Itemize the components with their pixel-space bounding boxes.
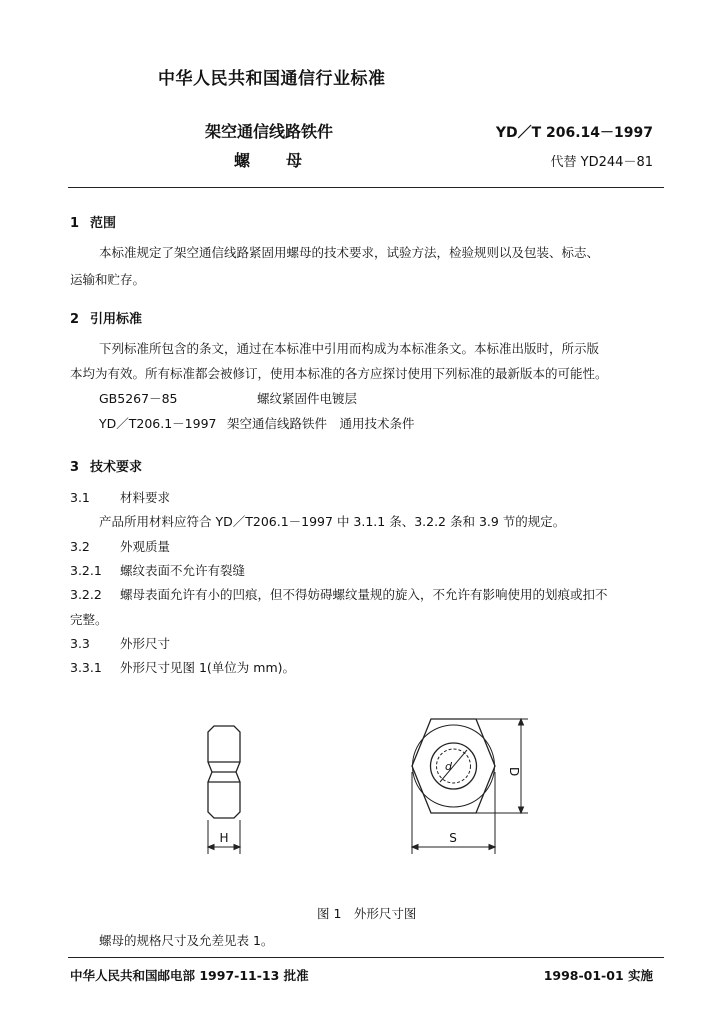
section-2-heading: 2 引用标准 [70, 312, 143, 327]
document-subtitle: 螺母 [234, 151, 339, 170]
nut-dimension-figure [190, 712, 550, 862]
section-3-2-2-continuation: 完整。 [70, 612, 108, 627]
section-3-3-heading: 3.3 外形尺寸 [70, 636, 171, 651]
reference-2-code: YD／T206.1－1997 [99, 416, 217, 431]
section-3-2-heading: 3.2 外观质量 [70, 539, 171, 554]
issuing-organization: 中华人民共和国通信行业标准 [158, 69, 386, 89]
reference-1 [99, 389, 357, 407]
dimension-d [476, 719, 528, 813]
reference-1-code: GB5267－85 [99, 391, 178, 406]
approval-note: 中华人民共和国邮电部 1997-11-13 批准 [70, 968, 309, 983]
reference-1-title: 螺纹紧固件电镀层 [257, 391, 358, 406]
section-3-2-2: 3.2.2 螺母表面允许有小的凹痕，但不得妨碍螺纹量规的旋入，不允许有影响使用的划痕或扣不 [70, 587, 608, 602]
section-3-1-paragraph: 产品所用材料应符合 YD／T206.1－1997 中 3.1.1 条、3.2.2 条和 3.9 节的规定。 [99, 514, 566, 529]
section-3-3-1: 3.3.1 外形尺寸见图 1(单位为 mm)。 [70, 660, 296, 675]
section-2-paragraph-line1: 下列标准所包含的条文，通过在本标准中引用而构成为本标准条文。本标准出版时，所示版 [99, 341, 600, 356]
figure-caption: 图 1 外形尺寸图 [317, 906, 417, 921]
section-1-paragraph-line1: 本标准规定了架空通信线路紧固用螺母的技术要求，试验方法，检验规则以及包装、标志、 [99, 245, 600, 260]
section-3-heading: 3 技术要求 [70, 460, 143, 475]
reference-2-title: 架空通信线路铁件 通用技术条件 [227, 416, 415, 431]
section-1-heading: 1 范围 [70, 216, 117, 231]
section-2-paragraph-line2: 本均为有效。所有标准都会被修订，使用本标准的各方应探讨使用下列标准的最新版本的可能性。 [70, 366, 608, 381]
label-d-large: D [507, 767, 521, 777]
nut-top-view [412, 719, 495, 813]
replaces-note: 代替 YD244－81 [550, 155, 653, 170]
effective-date: 1998-01-01 实施 [543, 968, 653, 983]
label-h: H [219, 831, 229, 845]
section-3-2-1: 3.2.1 螺纹表面不允许有裂缝 [70, 563, 246, 578]
section-1-paragraph-line2: 运输和贮存。 [70, 272, 146, 287]
document-title: 架空通信线路铁件 [205, 122, 334, 141]
header-divider [68, 187, 664, 188]
reference-2 [99, 414, 415, 432]
section-3-1-heading: 3.1 材料要求 [70, 490, 171, 505]
table-reference-sentence: 螺母的规格尺寸及允差见表 1。 [99, 933, 274, 948]
standard-code: YD／T 206.14－1997 [495, 125, 653, 141]
footer-divider [68, 957, 664, 958]
label-s: S [449, 831, 457, 845]
label-d-small: d [445, 760, 452, 773]
nut-side-view [208, 726, 240, 818]
